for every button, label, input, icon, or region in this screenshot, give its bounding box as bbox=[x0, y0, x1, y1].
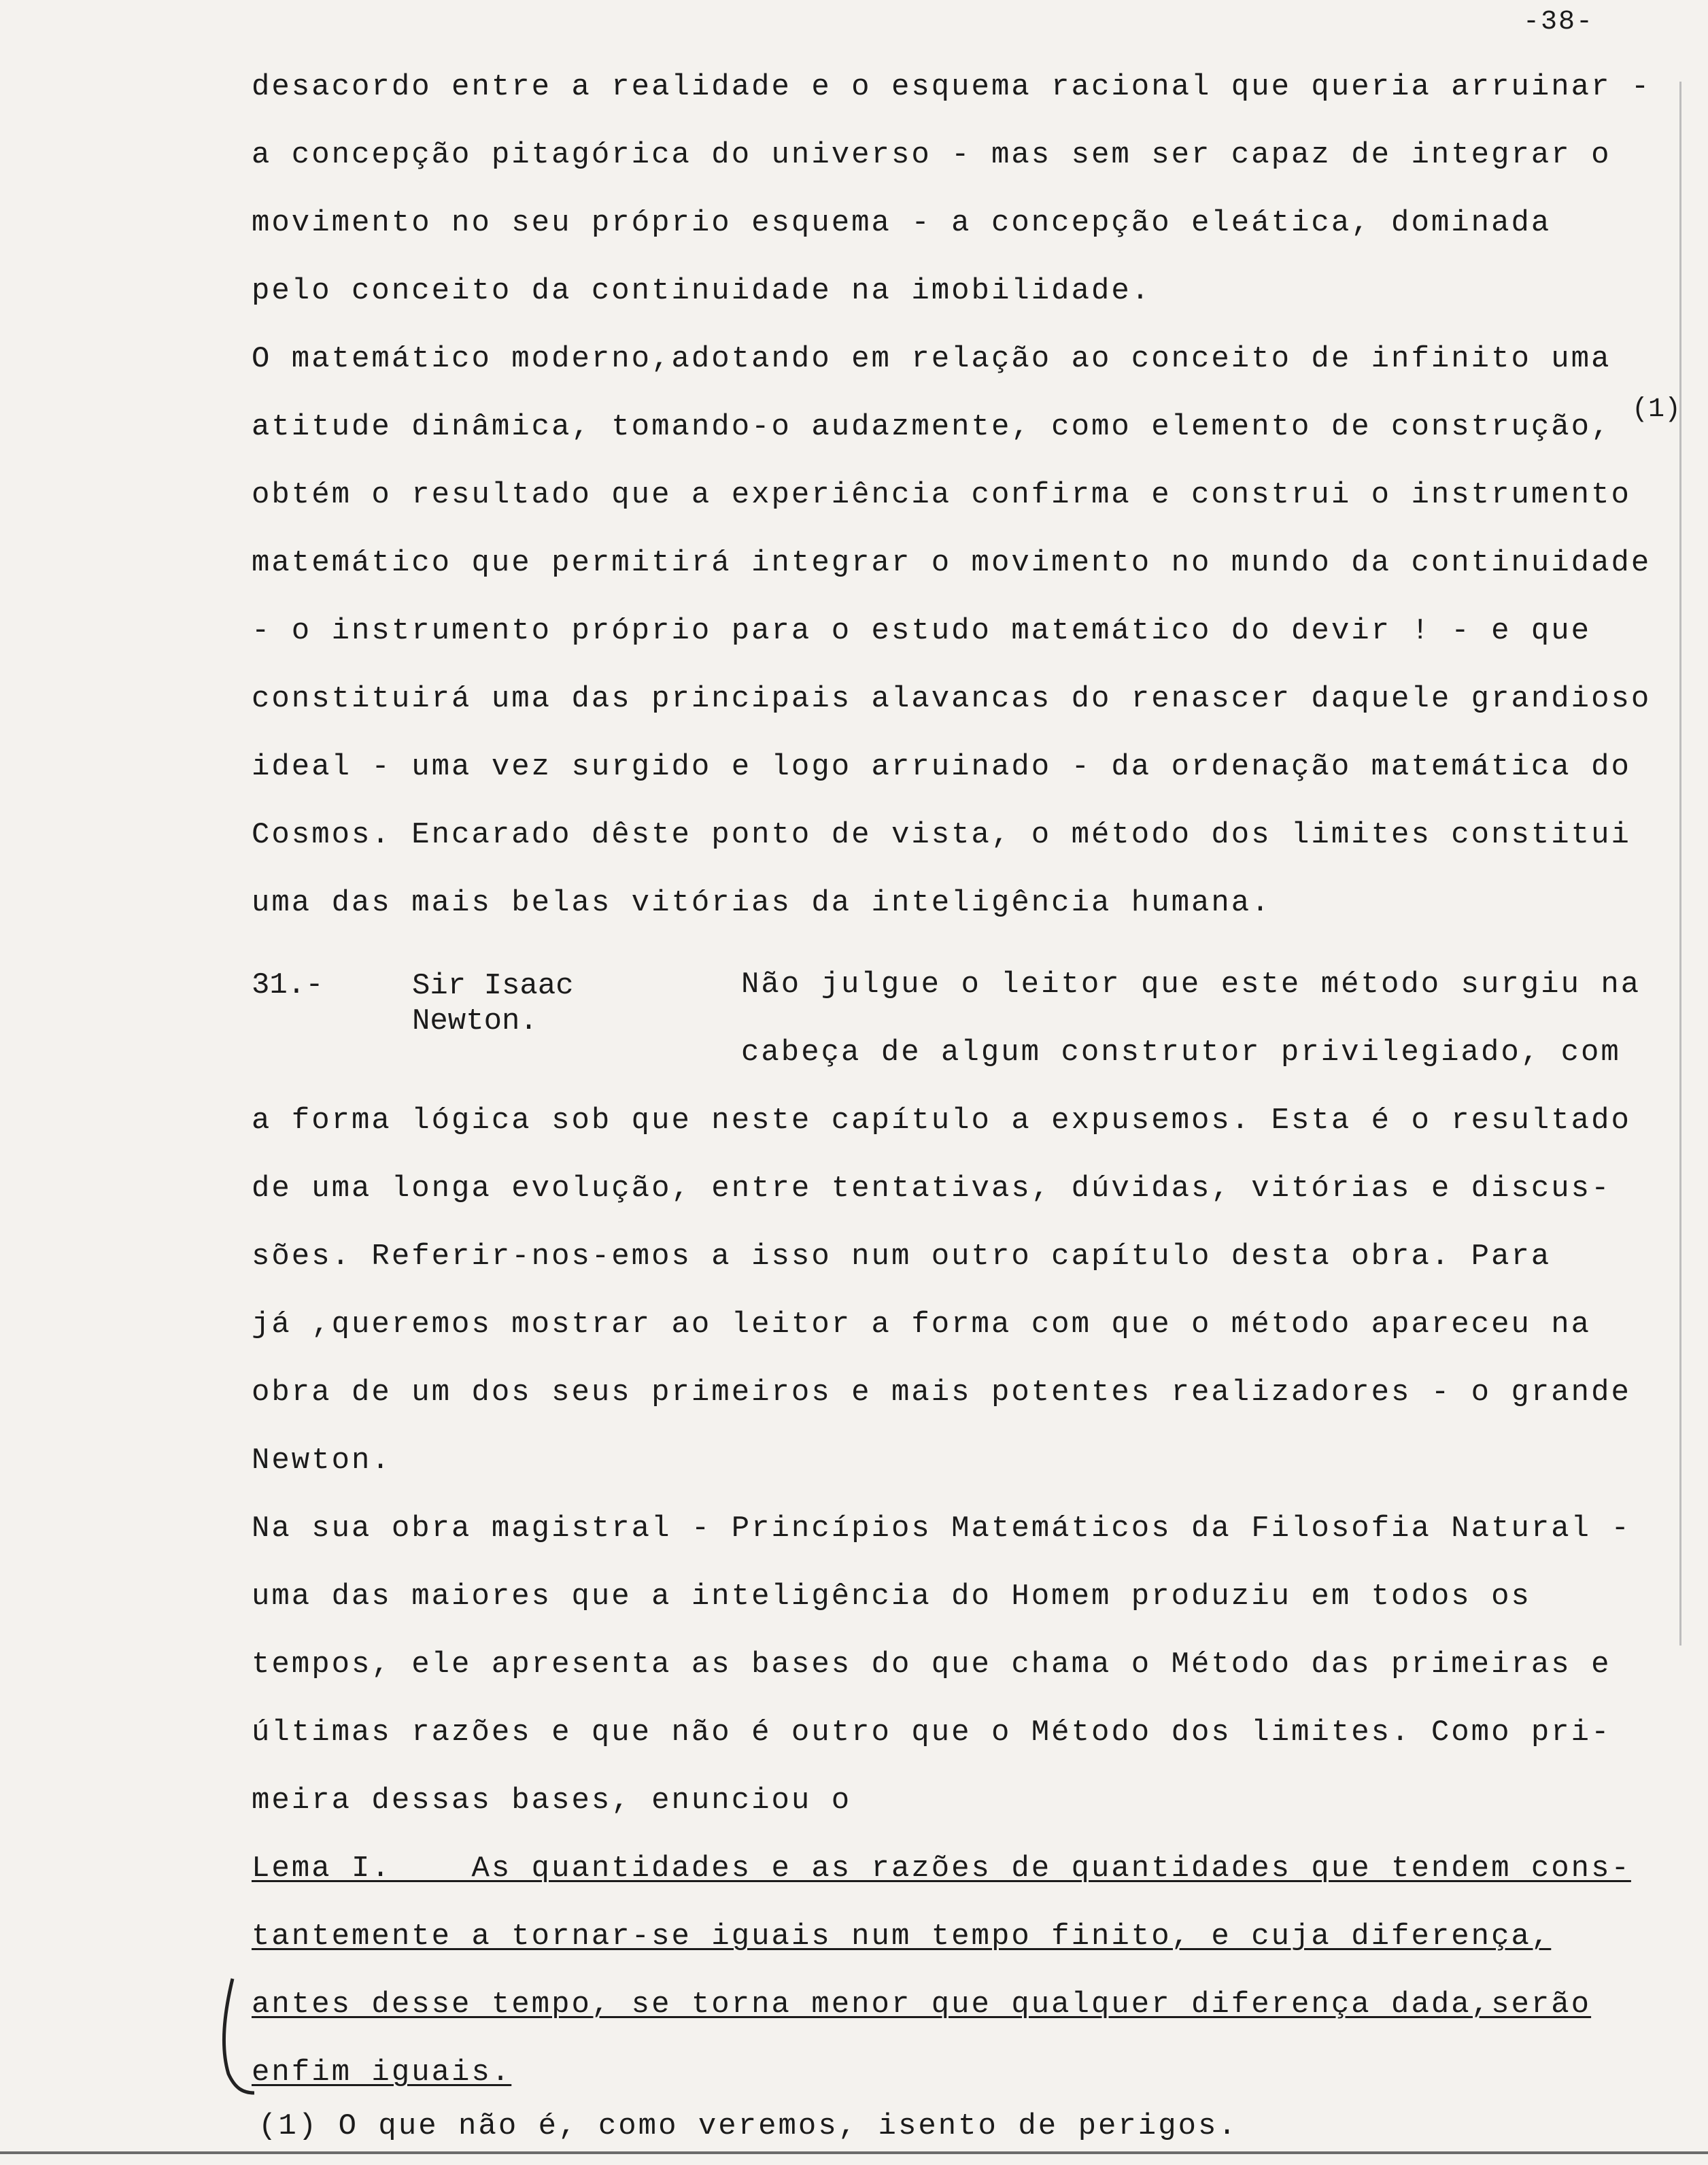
text-line: meira dessas bases, enunciou o bbox=[252, 1784, 852, 1818]
handwritten-bracket-icon bbox=[204, 1972, 258, 2101]
text-line: O matemático moderno,adotando em relação ao conceito de infinito uma bbox=[252, 342, 1611, 376]
text-line: pelo conceito da continuidade na imobilidade. bbox=[252, 274, 1152, 308]
text-line: cabeça de algum construtor privilegiado, com bbox=[741, 1036, 1621, 1070]
text-line: Newton. bbox=[252, 1444, 392, 1478]
text-line: atitude dinâmica, tomando-o audazmente, como elemento de construção, bbox=[252, 410, 1611, 444]
text-line: obtém o resultado que a experiência confirma e construi o instrumento bbox=[252, 478, 1631, 512]
footnote-marker: (1) bbox=[1632, 394, 1681, 425]
text-line: matemático que permitirá integrar o movimento no mundo da continuidade bbox=[252, 546, 1652, 580]
text-line: ideal - uma vez surgido e logo arruinado - da ordenação matemática do bbox=[252, 750, 1631, 784]
lemma-line: tantemente a tornar-se iguais num tempo finito, e cuja diferença, bbox=[252, 1920, 1552, 1954]
lemma-line: enfim iguais. bbox=[252, 2056, 512, 2090]
text-line: sões. Referir-nos-emos a isso num outro capítulo desta obra. Para bbox=[252, 1240, 1552, 1274]
text-line: desacordo entre a realidade e o esquema racional que queria arruinar - bbox=[252, 70, 1652, 104]
text-line: Na sua obra magistral - Princípios Matemáticos da Filosofia Natural - bbox=[252, 1512, 1631, 1546]
text-line: - o instrumento próprio para o estudo matemático do devir ! - e que bbox=[252, 614, 1592, 648]
text-line: últimas razões e que não é outro que o Método dos limites. Como pri- bbox=[252, 1716, 1611, 1750]
text-line: Não julgue o leitor que este método surgiu na bbox=[741, 968, 1641, 1002]
section-number: 31.- bbox=[252, 968, 324, 1002]
text-line: constituirá uma das principais alavancas do renascer daquele grandioso bbox=[252, 682, 1652, 716]
text-line: a concepção pitagórica do universo - mas sem ser capaz de integrar o bbox=[252, 138, 1611, 172]
text-line: já ,queremos mostrar ao leitor a forma com que o método apareceu na bbox=[252, 1308, 1592, 1342]
text-line: uma das mais belas vitórias da inteligência humana. bbox=[252, 886, 1271, 920]
page-number: -38- bbox=[1523, 7, 1594, 37]
text-line: de uma longa evolução, entre tentativas, dúvidas, vitórias e discus- bbox=[252, 1172, 1611, 1206]
footnote: (1) O que não é, como veremos, isento de perigos. bbox=[258, 2109, 1238, 2143]
text-line: tempos, ele apresenta as bases do que chama o Método das primeiras e bbox=[252, 1648, 1611, 1682]
lemma-line: Lema I. As quantidades e as razões de quantidades que tendem cons- bbox=[252, 1852, 1631, 1886]
lemma-line: antes desse tempo, se torna menor que qualquer diferença dada,serão bbox=[252, 1988, 1592, 2022]
text-line: a forma lógica sob que neste capítulo a expusemos. Esta é o resultado bbox=[252, 1104, 1631, 1138]
bottom-rule bbox=[0, 2151, 1708, 2154]
text-line: uma das maiores que a inteligência do Homem produziu em todos os bbox=[252, 1580, 1531, 1614]
text-line: Cosmos. Encarado dêste ponto de vista, o método dos limites constitui bbox=[252, 818, 1631, 852]
section-title: Sir Isaac Newton. bbox=[412, 969, 574, 1038]
text-line: obra de um dos seus primeiros e mais potentes realizadores - o grande bbox=[252, 1376, 1631, 1410]
margin-line bbox=[1679, 82, 1681, 1646]
text-line: movimento no seu próprio esquema - a concepção eleática, dominada bbox=[252, 206, 1552, 240]
